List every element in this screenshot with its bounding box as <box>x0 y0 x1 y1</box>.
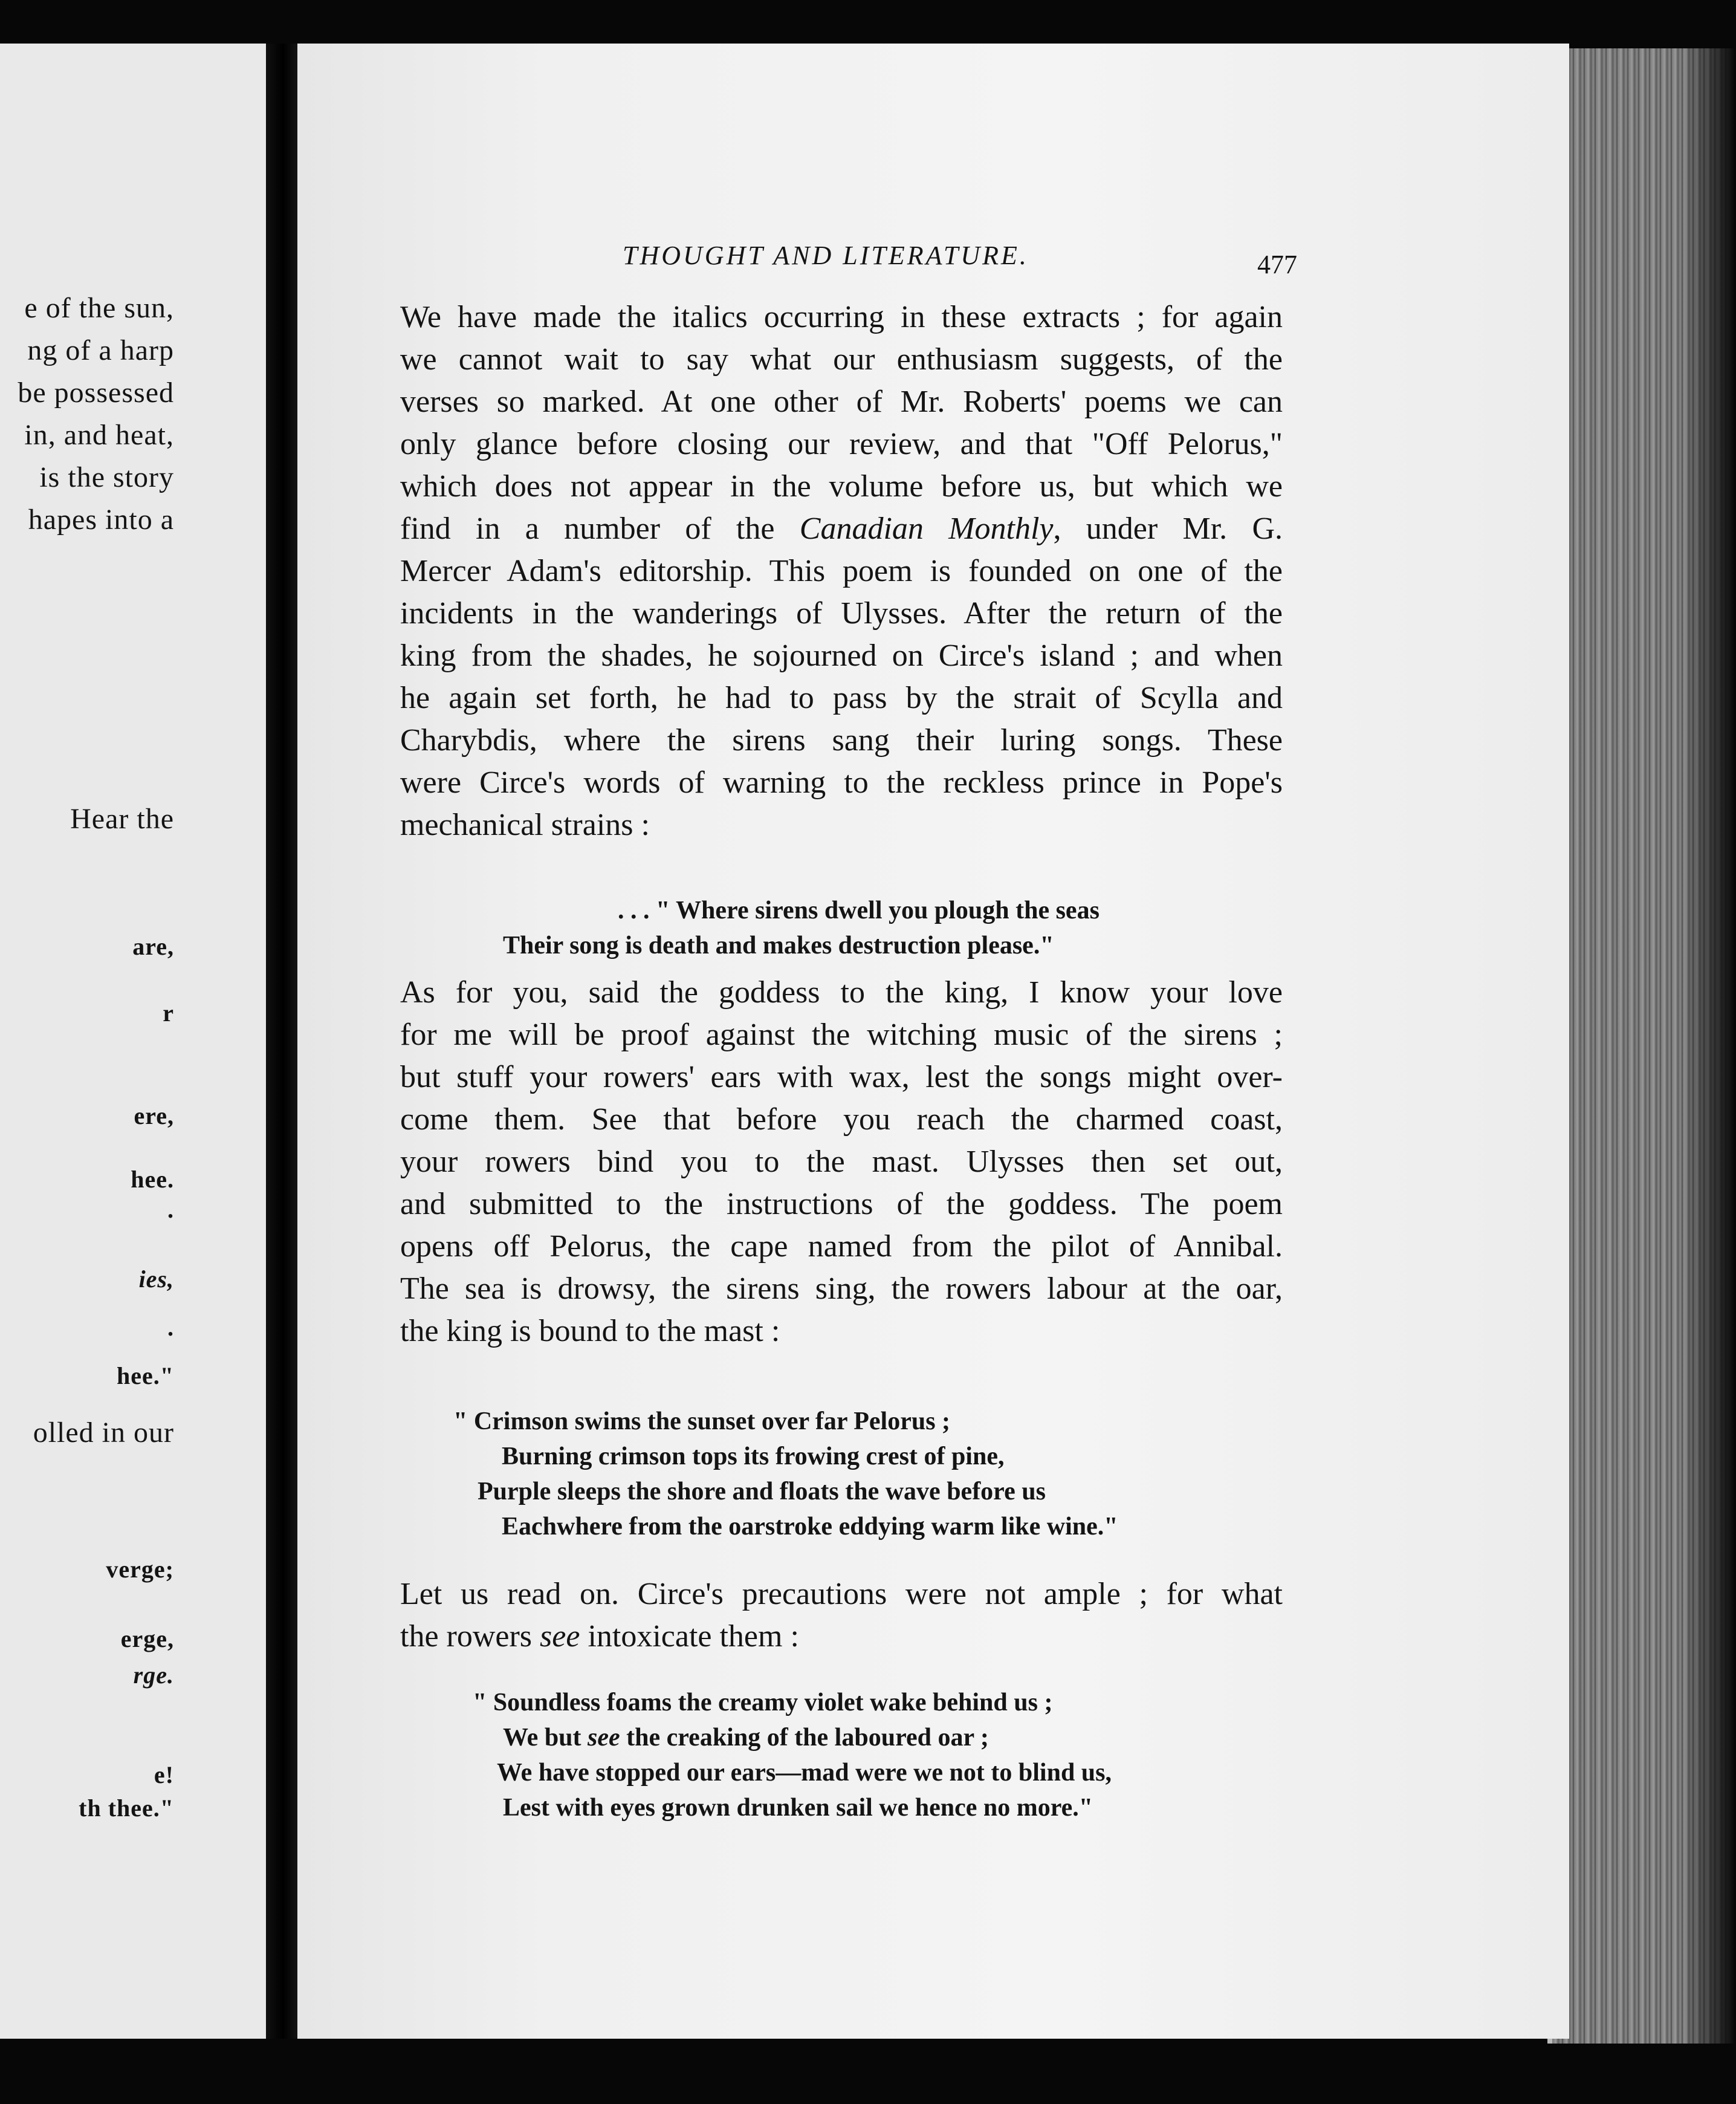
page-number: 477 <box>1257 250 1297 279</box>
text-line: Let us read on. Circe's precautions were not ample ; for what <box>400 1577 1283 1611</box>
verse-line: " Soundless foams the creamy violet wake behind us ; <box>473 1689 1053 1716</box>
text-line: opens off Pelorus, the cape named from the pilot of Annibal. <box>400 1229 1283 1264</box>
text-line: for me will be proof against the witching music of the sirens ; <box>400 1018 1283 1052</box>
left-page-line: erge, <box>120 1625 174 1652</box>
text-line: only glance before closing our review, and that "Off Pelorus," <box>400 427 1283 461</box>
verse-line: We but see the creaking of the laboured oar ; <box>503 1724 989 1752</box>
left-page-line: rge. <box>133 1661 174 1689</box>
text-line: the rowers see intoxicate them : <box>400 1619 799 1654</box>
text-line: but stuff your rowers' ears with wax, lest the songs might over- <box>400 1060 1283 1094</box>
paragraph <box>400 1573 1283 1658</box>
text-line: were Circe's words of warning to the reckless prince in Pope's <box>400 765 1283 800</box>
verse-line: Eachwhere from the oarstroke eddying warm like wine." <box>502 1513 1118 1541</box>
text-line: the king is bound to the mast : <box>400 1314 780 1348</box>
main-page <box>297 44 1569 2039</box>
text-line: verses so marked. At one other of Mr. Roberts' poems we can <box>400 385 1283 419</box>
left-page-line: verge; <box>106 1556 174 1583</box>
paragraph <box>400 296 1283 846</box>
text-line: your rowers bind you to the mast. Ulysses then set out, <box>400 1145 1283 1179</box>
text-line: which does not appear in the volume before us, but which we <box>400 469 1283 504</box>
text-line: incidents in the wanderings of Ulysses. After the return of the <box>400 596 1283 631</box>
left-page-line: are, <box>132 933 174 960</box>
left-page-line: is the story <box>39 461 174 493</box>
verse-line: " Crimson swims the sunset over far Pelorus ; <box>453 1408 951 1435</box>
text-line: The sea is drowsy, the sirens sing, the rowers labour at the oar, <box>400 1271 1283 1306</box>
verse-line: Purple sleeps the shore and floats the wave before us <box>478 1478 1046 1505</box>
verse-line: Burning crimson tops its frowing crest of pine, <box>502 1443 1005 1470</box>
verse-line: We have stopped our ears—mad were we not to blind us, <box>497 1759 1112 1787</box>
text-line: We have made the italics occurring in these extracts ; for again <box>400 300 1283 334</box>
text-line: king from the shades, he sojourned on Circe's island ; and when <box>400 638 1283 673</box>
text-line: come them. See that before you reach the charmed coast, <box>400 1102 1283 1137</box>
verse-line: Lest with eyes grown drunken sail we hence no more." <box>503 1794 1093 1822</box>
left-page-line: r <box>163 999 174 1027</box>
left-page-line: ere, <box>134 1102 174 1129</box>
left-page-line: Hear the <box>70 803 174 835</box>
left-page-line: hapes into a <box>28 504 174 536</box>
left-page-line: ng of a harp <box>27 334 174 366</box>
running-head: THOUGHT AND LITERATURE. <box>623 241 1029 270</box>
verse-quote <box>473 1685 1112 1825</box>
verse-line: Their song is death and makes destruction please." <box>503 932 1054 959</box>
left-page-line: in, and heat, <box>24 419 174 451</box>
left-page-line: th thee." <box>79 1794 174 1822</box>
left-facing-page <box>0 44 277 2039</box>
left-page-line: be possessed <box>18 377 174 409</box>
left-page-line: ies, <box>138 1265 174 1293</box>
text-line: Charybdis, where the sirens sang their luring songs. These <box>400 723 1283 758</box>
verse-line: . . . " Where sirens dwell you plough the seas <box>618 897 1100 924</box>
left-page-line: . <box>167 1314 174 1341</box>
left-page-line: e of the sun, <box>24 292 174 324</box>
verse-quote <box>503 893 1100 963</box>
left-page-line: . <box>167 1196 174 1223</box>
left-page-line: olled in our <box>33 1417 174 1449</box>
paragraph <box>400 972 1283 1352</box>
text-line: he again set forth, he had to pass by the strait of Scylla and <box>400 681 1283 715</box>
left-page-line: hee." <box>117 1362 174 1389</box>
left-page-line: e! <box>154 1761 174 1788</box>
text-line: and submitted to the instructions of the goddess. The poem <box>400 1187 1283 1221</box>
page-edges <box>1547 48 1734 2044</box>
text-line: Mercer Adam's editorship. This poem is founded on one of the <box>400 554 1283 588</box>
text-line: we cannot wait to say what our enthusiasm suggests, of the <box>400 342 1283 377</box>
text-line: As for you, said the goddess to the king, I know your love <box>400 975 1283 1010</box>
left-page-line: hee. <box>131 1166 174 1193</box>
text-line: mechanical strains : <box>400 808 650 842</box>
text-line: find in a number of the Canadian Monthly, under Mr. G. <box>400 511 1283 546</box>
verse-quote <box>453 1404 1118 1544</box>
